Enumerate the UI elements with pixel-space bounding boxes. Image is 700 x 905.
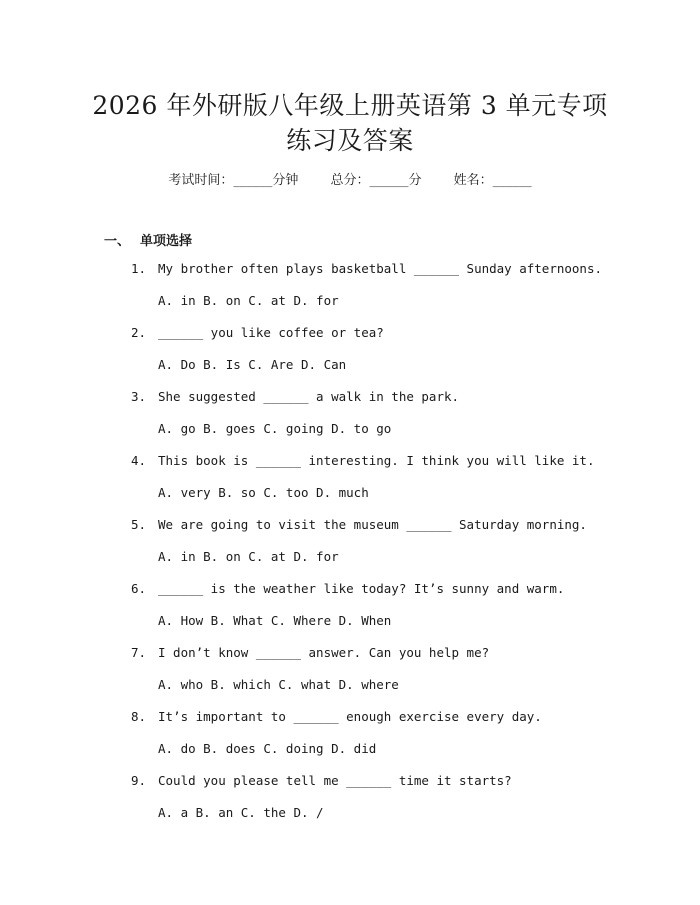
question-number: 4. xyxy=(131,453,147,468)
question-number: 7. xyxy=(131,645,147,660)
exam-total-score: 总分：______分 xyxy=(330,173,422,188)
student-name: 姓名：______ xyxy=(453,173,532,188)
question-options: A. in B. on C. at D. for xyxy=(158,549,339,564)
question-item xyxy=(0,773,700,837)
question-item xyxy=(0,581,700,645)
document-title-line-1: 2026 年外研版八年级上册英语第 3 单元专项 xyxy=(92,91,608,120)
question-text: We are going to visit the museum ______ Saturday morning. xyxy=(158,517,587,532)
question-options: A. a B. an C. the D. / xyxy=(158,805,324,820)
question-number: 6. xyxy=(131,581,147,596)
document-title-line-2: 练习及答案 xyxy=(286,126,414,155)
question-text: I don’t know ______ answer. Can you help me? xyxy=(158,645,490,660)
exam-time: 考试时间：______分钟 xyxy=(168,173,299,188)
question-text: My brother often plays basketball ______ Sunday afternoons. xyxy=(158,261,603,276)
question-number: 8. xyxy=(131,709,147,724)
question-text: ______ you like coffee or tea? xyxy=(158,325,384,340)
question-item xyxy=(0,453,700,517)
question-item xyxy=(0,325,700,389)
question-stem xyxy=(131,453,595,468)
question-stem xyxy=(131,325,384,340)
question-text: This book is ______ interesting. I think you will like it. xyxy=(158,453,595,468)
question-item xyxy=(0,709,700,773)
question-stem xyxy=(131,261,602,276)
question-stem xyxy=(131,773,512,788)
question-stem xyxy=(131,581,564,596)
question-item xyxy=(0,517,700,581)
question-text: ______ is the weather like today? It’s sunny and warm. xyxy=(158,581,565,596)
question-stem xyxy=(131,709,542,724)
question-number: 2. xyxy=(131,325,147,340)
question-options: A. who B. which C. what D. where xyxy=(158,677,399,692)
question-number: 5. xyxy=(131,517,147,532)
question-item xyxy=(0,261,700,325)
question-number: 1. xyxy=(131,261,147,276)
question-text: Could you please tell me ______ time it starts? xyxy=(158,773,512,788)
question-options: A. Do B. Is C. Are D. Can xyxy=(158,357,347,372)
question-options: A. do B. does C. doing D. did xyxy=(158,741,377,756)
question-item xyxy=(0,389,700,453)
question-list xyxy=(0,261,700,837)
section-number: 一、 xyxy=(104,234,131,249)
section-title: 单项选择 xyxy=(140,234,193,249)
question-number: 3. xyxy=(131,389,147,404)
question-number: 9. xyxy=(131,773,147,788)
question-text: She suggested ______ a walk in the park. xyxy=(158,389,460,404)
question-item xyxy=(0,645,700,709)
section-heading xyxy=(104,230,192,249)
exam-info xyxy=(0,169,700,188)
question-options: A. very B. so C. too D. much xyxy=(158,485,369,500)
question-options: A. How B. What C. Where D. When xyxy=(158,613,392,628)
question-stem xyxy=(131,389,459,404)
question-options: A. go B. goes C. going D. to go xyxy=(158,421,392,436)
question-text: It’s important to ______ enough exercise every day. xyxy=(158,709,542,724)
question-stem xyxy=(131,517,587,532)
question-stem xyxy=(131,645,489,660)
question-options: A. in B. on C. at D. for xyxy=(158,293,339,308)
